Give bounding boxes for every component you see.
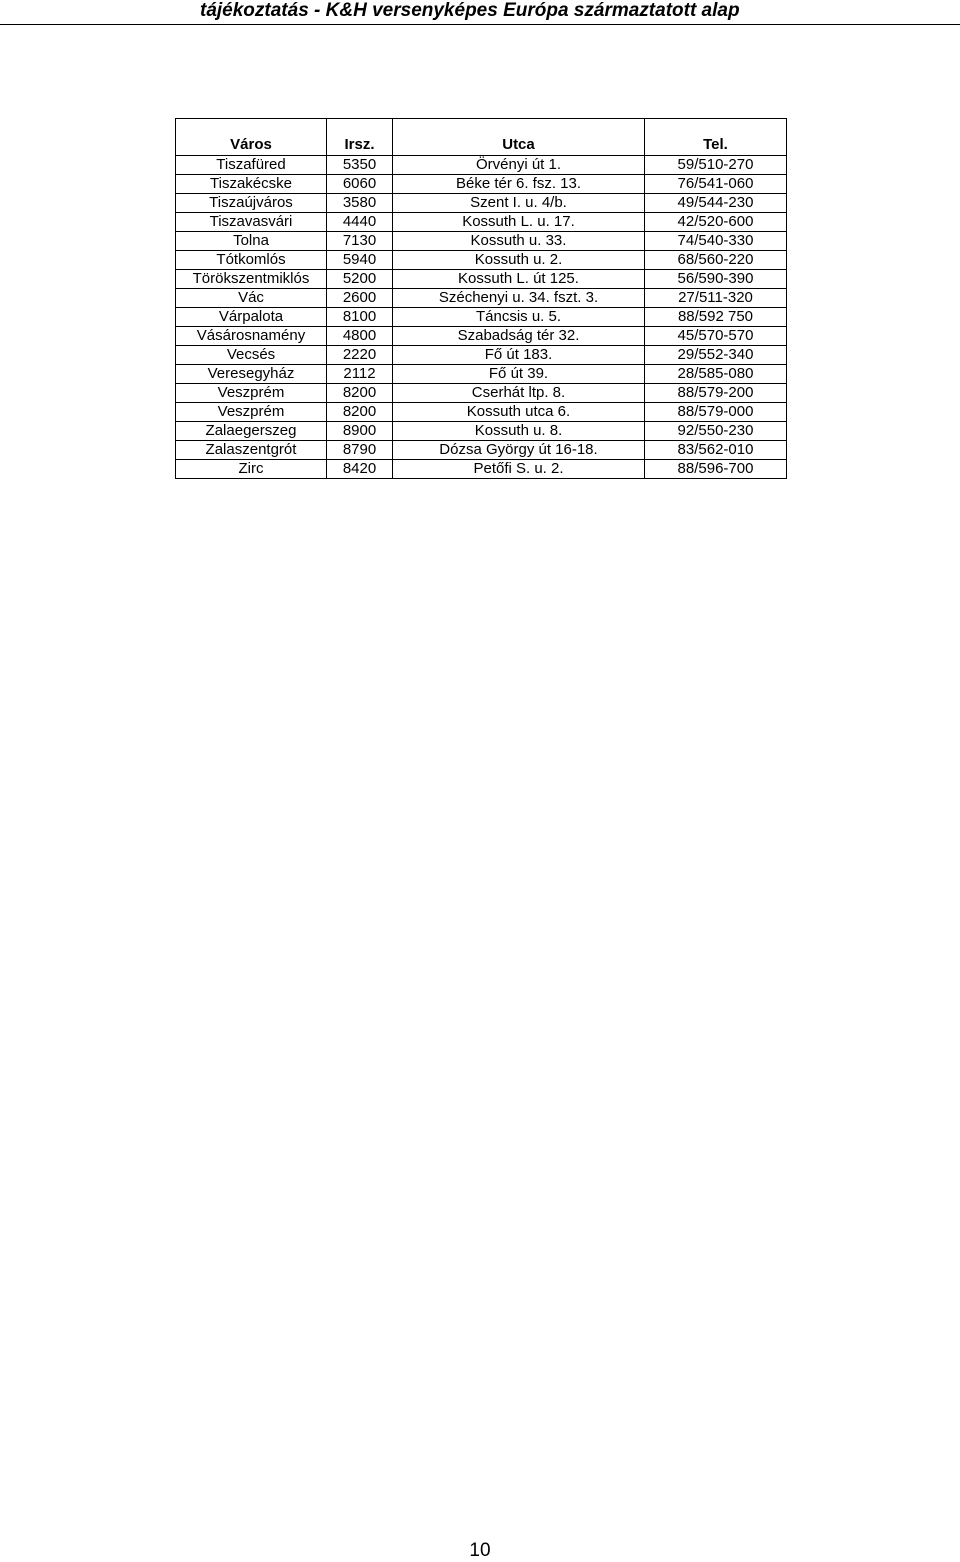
cell-street: Táncsis u. 5. bbox=[393, 308, 645, 327]
cell-city: Tótkomlós bbox=[176, 251, 327, 270]
cell-zip: 8420 bbox=[327, 460, 393, 479]
cell-city: Törökszentmiklós bbox=[176, 270, 327, 289]
cell-street: Kossuth u. 33. bbox=[393, 232, 645, 251]
page-header-title: tájékoztatás - K&H versenyképes Európa származtatott alap bbox=[200, 0, 740, 21]
cell-phone: 49/544-230 bbox=[645, 194, 787, 213]
cell-zip: 8900 bbox=[327, 422, 393, 441]
page-header bbox=[0, 0, 960, 25]
cell-city: Tiszafüred bbox=[176, 156, 327, 175]
column-header-zip: Irsz. bbox=[327, 119, 393, 156]
cell-phone: 88/579-200 bbox=[645, 384, 787, 403]
cell-phone: 42/520-600 bbox=[645, 213, 787, 232]
table-row bbox=[176, 441, 787, 460]
cell-phone: 74/540-330 bbox=[645, 232, 787, 251]
table-row bbox=[176, 289, 787, 308]
cell-city: Veszprém bbox=[176, 384, 327, 403]
cell-phone: 27/511-320 bbox=[645, 289, 787, 308]
cell-street: Petőfi S. u. 2. bbox=[393, 460, 645, 479]
cell-street: Fő út 39. bbox=[393, 365, 645, 384]
cell-phone: 28/585-080 bbox=[645, 365, 787, 384]
cell-city: Zalaegerszeg bbox=[176, 422, 327, 441]
cell-city: Tiszavasvári bbox=[176, 213, 327, 232]
cell-zip: 4800 bbox=[327, 327, 393, 346]
cell-zip: 8790 bbox=[327, 441, 393, 460]
table-row bbox=[176, 460, 787, 479]
page-number: 10 bbox=[469, 1540, 491, 1561]
cell-zip: 2600 bbox=[327, 289, 393, 308]
cell-zip: 2220 bbox=[327, 346, 393, 365]
table-row bbox=[176, 270, 787, 289]
cell-street: Kossuth utca 6. bbox=[393, 403, 645, 422]
cell-street: Dózsa György út 16-18. bbox=[393, 441, 645, 460]
cell-city: Veszprém bbox=[176, 403, 327, 422]
table-row bbox=[176, 403, 787, 422]
cell-street: Kossuth L. u. 17. bbox=[393, 213, 645, 232]
cell-phone: 45/570-570 bbox=[645, 327, 787, 346]
table-body bbox=[176, 156, 787, 479]
cell-street: Szent I. u. 4/b. bbox=[393, 194, 645, 213]
cell-phone: 83/562-010 bbox=[645, 441, 787, 460]
cell-zip: 2112 bbox=[327, 365, 393, 384]
cell-street: Örvényi út 1. bbox=[393, 156, 645, 175]
branch-directory-table bbox=[175, 118, 787, 479]
cell-phone: 29/552-340 bbox=[645, 346, 787, 365]
column-header-city: Város bbox=[176, 119, 327, 156]
table-row bbox=[176, 232, 787, 251]
cell-phone: 88/592 750 bbox=[645, 308, 787, 327]
cell-zip: 3580 bbox=[327, 194, 393, 213]
table-row bbox=[176, 213, 787, 232]
cell-street: Fő út 183. bbox=[393, 346, 645, 365]
cell-zip: 5350 bbox=[327, 156, 393, 175]
cell-zip: 5200 bbox=[327, 270, 393, 289]
cell-zip: 8200 bbox=[327, 384, 393, 403]
cell-zip: 7130 bbox=[327, 232, 393, 251]
cell-phone: 76/541-060 bbox=[645, 175, 787, 194]
cell-city: Tolna bbox=[176, 232, 327, 251]
table-row bbox=[176, 251, 787, 270]
table-row bbox=[176, 327, 787, 346]
table-row bbox=[176, 156, 787, 175]
cell-zip: 8100 bbox=[327, 308, 393, 327]
cell-city: Veresegyház bbox=[176, 365, 327, 384]
cell-city: Zirc bbox=[176, 460, 327, 479]
cell-city: Vecsés bbox=[176, 346, 327, 365]
column-header-phone: Tel. bbox=[645, 119, 787, 156]
table-row bbox=[176, 422, 787, 441]
cell-phone: 88/596-700 bbox=[645, 460, 787, 479]
cell-street: Kossuth u. 8. bbox=[393, 422, 645, 441]
cell-city: Zalaszentgrót bbox=[176, 441, 327, 460]
cell-phone: 59/510-270 bbox=[645, 156, 787, 175]
cell-city: Vásárosnamény bbox=[176, 327, 327, 346]
cell-street: Cserhát ltp. 8. bbox=[393, 384, 645, 403]
table-row bbox=[176, 308, 787, 327]
cell-phone: 56/590-390 bbox=[645, 270, 787, 289]
table-row bbox=[176, 346, 787, 365]
cell-city: Tiszakécske bbox=[176, 175, 327, 194]
cell-street: Béke tér 6. fsz. 13. bbox=[393, 175, 645, 194]
table-row bbox=[176, 175, 787, 194]
column-header-street: Utca bbox=[393, 119, 645, 156]
cell-street: Kossuth u. 2. bbox=[393, 251, 645, 270]
cell-street: Széchenyi u. 34. fszt. 3. bbox=[393, 289, 645, 308]
cell-phone: 88/579-000 bbox=[645, 403, 787, 422]
table-row bbox=[176, 384, 787, 403]
table-row bbox=[176, 365, 787, 384]
cell-phone: 92/550-230 bbox=[645, 422, 787, 441]
cell-zip: 4440 bbox=[327, 213, 393, 232]
cell-street: Szabadság tér 32. bbox=[393, 327, 645, 346]
cell-city: Tiszaújváros bbox=[176, 194, 327, 213]
cell-city: Várpalota bbox=[176, 308, 327, 327]
cell-zip: 6060 bbox=[327, 175, 393, 194]
table-header-row bbox=[176, 119, 787, 156]
cell-city: Vác bbox=[176, 289, 327, 308]
cell-street: Kossuth L. út 125. bbox=[393, 270, 645, 289]
cell-zip: 8200 bbox=[327, 403, 393, 422]
table-row bbox=[176, 194, 787, 213]
cell-zip: 5940 bbox=[327, 251, 393, 270]
cell-phone: 68/560-220 bbox=[645, 251, 787, 270]
